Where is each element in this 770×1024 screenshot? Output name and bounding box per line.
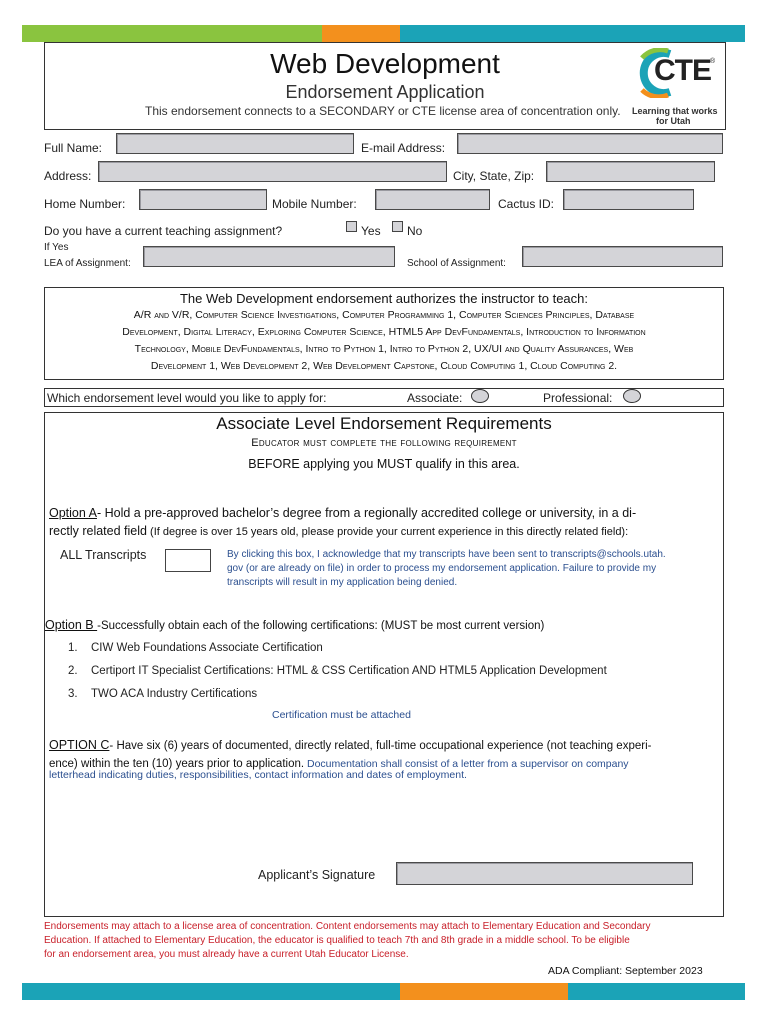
authorizes-line-4: Development 1, Web Development 2, Web Development Capstone, Cloud Computing 1, Cloud Computing 2.: [150, 360, 618, 372]
option-b-line: [45, 618, 544, 632]
signature-field[interactable]: [396, 862, 693, 885]
option-a-label: Option A: [49, 506, 97, 520]
professional-label: Professional:: [543, 391, 613, 405]
cert-3-text: TWO ACA Industry Certifications: [91, 688, 258, 700]
footer-notice-3: for an endorsement area, you must already have a current Utah Educator License.: [44, 949, 409, 960]
cert-1-num: 1.: [68, 642, 78, 654]
option-c-text-1: - Have six (6) years of documented, directly related, full-time occupational experience (not teaching experi-: [109, 740, 652, 752]
cert-note: Certification must be attached: [272, 709, 411, 721]
transcripts-checkbox[interactable]: [165, 549, 211, 572]
city-state-zip-field[interactable]: [546, 161, 715, 182]
bottom-bar-orange: [400, 983, 568, 1000]
option-c-text-2: ence) within the ten (10) years prior to application.: [49, 758, 305, 770]
authorizes-line-3: Technology, Mobile DevFundamentals, Intro to Python 1, Intro to Python 2, UX/UI and Quality Assurances, Web: [134, 343, 634, 355]
yes-checkbox[interactable]: [346, 221, 357, 232]
bottom-bar-teal-1: [22, 983, 400, 1000]
header-note: This endorsement connects to a SECONDARY or CTE license area of concentration only.: [145, 104, 621, 118]
option-c-label: OPTION C: [49, 738, 110, 752]
no-checkbox[interactable]: [392, 221, 403, 232]
option-a-line-2: [49, 522, 628, 540]
option-a-text-1: - Hold a pre-approved bachelor’s degree from a regionally accredited college or university, in a di-: [96, 506, 637, 520]
signature-label: Applicant’s Signature: [258, 868, 376, 882]
option-c-line-1: [49, 738, 651, 752]
cte-tagline-2: for Utah: [656, 116, 691, 126]
cte-logo: [630, 48, 720, 126]
if-yes-label: If Yes: [44, 242, 69, 253]
associate-label: Associate:: [407, 391, 463, 405]
address-field[interactable]: [98, 161, 447, 182]
email-field[interactable]: [457, 133, 723, 154]
school-label: School of Assignment:: [407, 258, 506, 269]
option-b-text: -Successfully obtain each of the following certifications: (MUST be most current version): [97, 620, 545, 632]
school-field[interactable]: [522, 246, 723, 267]
option-a-text-2b: (If degree is over 15 years old, please provide your current experience in this directly related field):: [146, 526, 629, 538]
transcripts-note-2: gov (or are already on file) in order to process my endorsement application. Failure to provide my: [227, 563, 657, 574]
top-bar-green: [22, 25, 322, 42]
option-a-text-2: rectly related field: [49, 524, 147, 538]
cert-2-num: 2.: [68, 665, 78, 677]
authorizes-line-1: A/R and V/R, Computer Science Investigations, Computer Programming 1, Computer Sciences Principles, Database: [133, 309, 635, 321]
home-number-label: Home Number:: [44, 197, 126, 211]
cte-tagline-1: Learning that works: [632, 106, 718, 116]
full-name-field[interactable]: [116, 133, 354, 154]
option-a-line-1: [49, 506, 636, 520]
cactus-id-field[interactable]: [563, 189, 694, 210]
email-label: E-mail Address:: [361, 141, 446, 155]
city-state-zip-label: City, State, Zip:: [453, 169, 535, 183]
option-b-label: Option B: [45, 618, 98, 632]
cte-logo-registered: ®: [710, 58, 716, 65]
cert-1-text: CIW Web Foundations Associate Certification: [91, 642, 323, 654]
yes-label: Yes: [361, 224, 381, 238]
cte-logo-text: CTE: [654, 54, 711, 87]
lea-label: LEA of Assignment:: [44, 258, 131, 269]
requirements-before: BEFORE applying you MUST qualify in this area.: [248, 457, 520, 471]
authorizes-line-2: Development, Digital Literacy, Exploring Computer Science, HTML5 App DevFundamentals, Introduction to Information: [122, 326, 646, 338]
home-number-field[interactable]: [139, 189, 267, 210]
option-c-doc-1: Documentation shall consist of a letter from a supervisor on company: [304, 758, 629, 770]
cert-3-num: 3.: [68, 688, 78, 700]
bottom-bar-teal-2: [568, 983, 745, 1000]
ada-compliant: ADA Compliant: September 2023: [548, 965, 703, 977]
option-c-doc-2: letterhead indicating duties, responsibilities, contact information and dates of employment.: [49, 769, 467, 781]
teaching-question: Do you have a current teaching assignment?: [44, 224, 283, 238]
professional-radio[interactable]: [623, 389, 641, 403]
transcripts-note-1: By clicking this box, I acknowledge that my transcripts have been sent to transcripts@schools.utah.: [227, 549, 666, 560]
transcripts-note-3: transcripts will result in my application being denied.: [227, 577, 458, 588]
level-question: Which endorsement level would you like to apply for:: [47, 391, 327, 405]
cert-2-text: Certiport IT Specialist Certifications: HTML & CSS Certification AND HTML5 Application Development: [91, 665, 607, 677]
address-label: Address:: [44, 169, 92, 183]
transcripts-label: ALL Transcripts: [60, 548, 147, 562]
no-label: No: [407, 224, 423, 238]
top-bar-teal: [400, 25, 745, 42]
page-subtitle: Endorsement Application: [285, 82, 485, 102]
requirements-heading: Associate Level Endorsement Requirements: [216, 414, 552, 433]
footer-notice-1: Endorsements may attach to a license area of concentration. Content endorsements may attach to Elementary Education and Secondary: [44, 921, 651, 932]
lea-field[interactable]: [143, 246, 395, 267]
top-bar-orange: [322, 25, 400, 42]
cactus-id-label: Cactus ID:: [498, 197, 555, 211]
mobile-number-label: Mobile Number:: [272, 197, 357, 211]
associate-radio[interactable]: [471, 389, 489, 403]
page-title: Web Development: [270, 48, 500, 79]
mobile-number-field[interactable]: [375, 189, 490, 210]
authorizes-heading: The Web Development endorsement authorizes the instructor to teach:: [179, 291, 589, 306]
footer-notice-2: Education. If attached to Elementary Education, the educator is qualified to teach 7th and 8th grade in a middle school. To be eligible: [44, 935, 630, 946]
requirements-subheading: Educator must complete the following requirement: [251, 437, 517, 449]
full-name-label: Full Name:: [44, 141, 103, 155]
